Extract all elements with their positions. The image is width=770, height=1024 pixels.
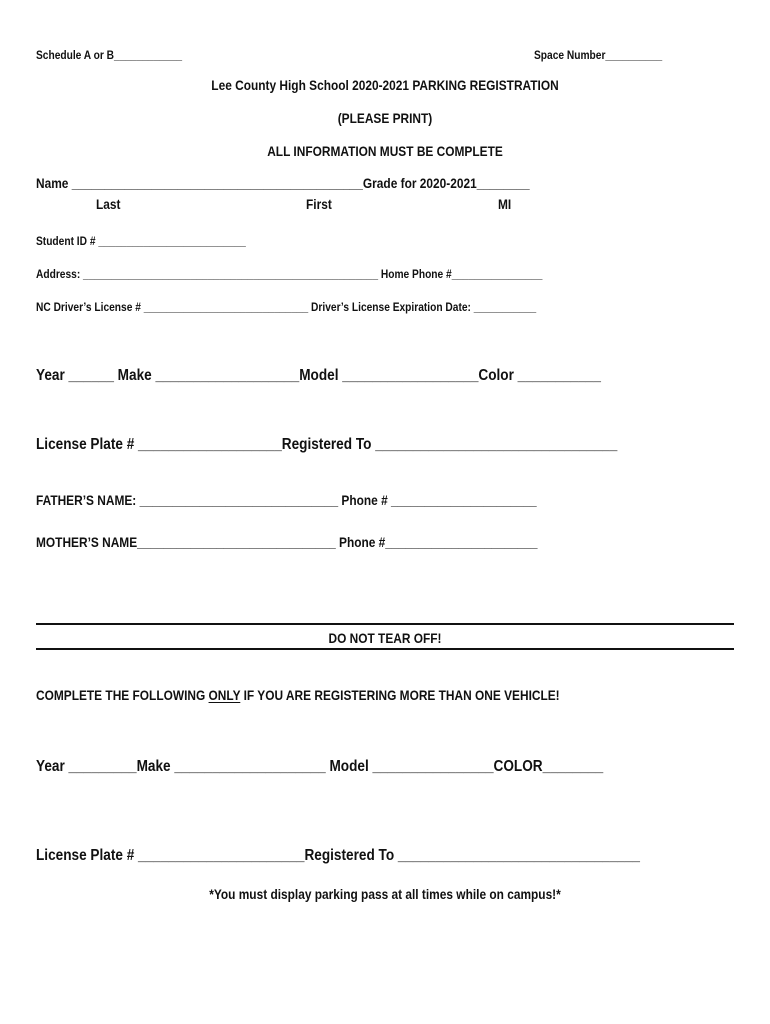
name-sublabel-first: First (306, 196, 332, 212)
name-sublabel-mi: MI (498, 196, 512, 212)
second-license-plate-field[interactable]: License Plate # ______________________Registered To ________________________________ (36, 847, 640, 864)
parking-pass-notice: *You must display parking pass at all times while on campus!* (209, 886, 561, 902)
mother-name-field[interactable]: MOTHER’S NAME______________________________ Phone #_______________________ (36, 534, 538, 550)
second-vehicle-field[interactable]: Year _________Make ____________________ Model ________________COLOR________ (36, 758, 604, 775)
complete-info-note: ALL INFORMATION MUST BE COMPLETE (267, 143, 503, 159)
student-id-field[interactable]: Student ID # __________________________ (36, 234, 246, 248)
name-grade-field[interactable]: Name ____________________________________________Grade for 2020-2021________ (36, 175, 530, 191)
tear-line-bottom (36, 648, 734, 650)
do-not-tear-label: DO NOT TEAR OFF! (328, 630, 442, 646)
space-number-field[interactable]: Space Number__________ (534, 48, 663, 62)
address-phone-field[interactable]: Address: ____________________________________________________ Home Phone #________________ (36, 267, 543, 281)
vehicle-info-field[interactable]: Year ______ Make ___________________Model __________________Color ___________ (36, 367, 601, 384)
only-emphasis: ONLY (208, 687, 241, 703)
name-sublabel-last: Last (96, 196, 121, 212)
father-name-field[interactable]: FATHER’S NAME: ______________________________ Phone # ______________________ (36, 492, 537, 508)
license-plate-field[interactable]: License Plate # ___________________Registered To ________________________________ (36, 436, 618, 453)
additional-vehicle-instruction: COMPLETE THE FOLLOWING ONLY IF YOU ARE REGISTERING MORE THAN ONE VEHICLE! (36, 687, 560, 703)
tear-line-top (36, 623, 734, 625)
schedule-field[interactable]: Schedule A or B____________ (36, 48, 183, 62)
drivers-license-field[interactable]: NC Driver’s License # _____________________________ Driver’s License Expiration Date: ___________ (36, 300, 537, 314)
form-title: Lee County High School 2020-2021 PARKING REGISTRATION (211, 77, 559, 93)
please-print-note: (PLEASE PRINT) (337, 110, 433, 126)
